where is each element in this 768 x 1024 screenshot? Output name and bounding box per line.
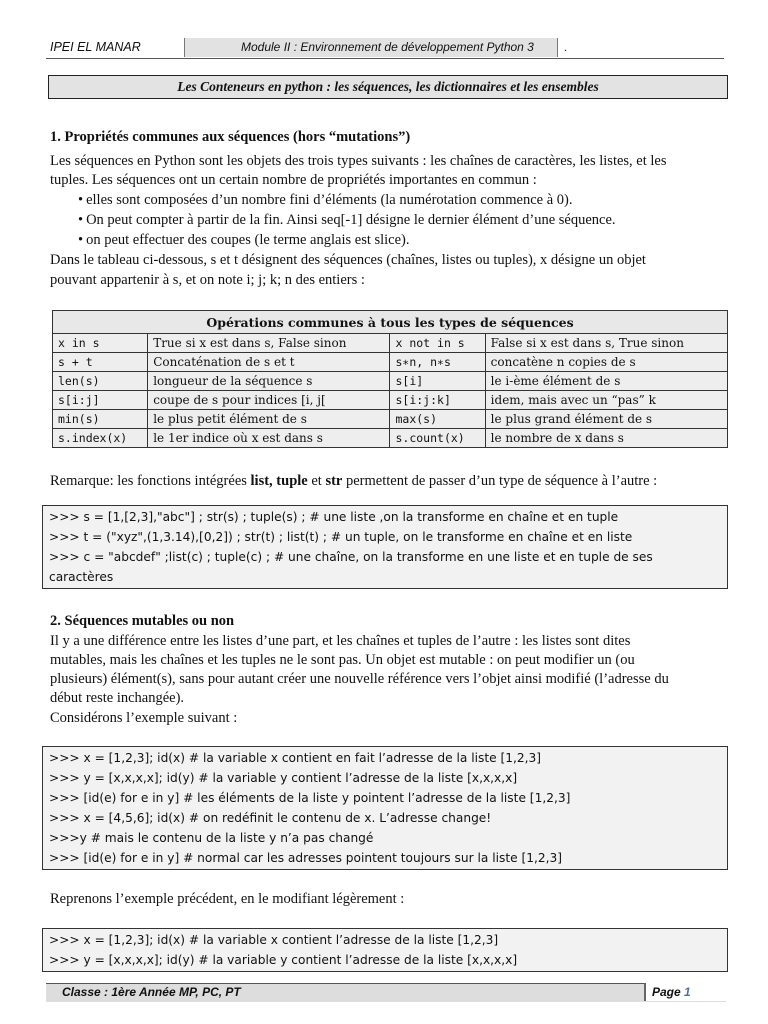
table-cell: s + t [53, 353, 148, 372]
table-row [53, 410, 728, 429]
bullet-item: • elles sont composées d’un nombre fini d’éléments (la numérotation commence à 0). [78, 192, 573, 209]
header-dot: . [564, 40, 567, 54]
remark-keyword: str [325, 473, 343, 489]
table-cell: x in s [53, 334, 148, 353]
table-cell: s[i] [390, 372, 485, 391]
section2-line: début reste inchangée). [50, 690, 185, 706]
table-cell: le nombre de x dans s [485, 429, 727, 448]
remark [50, 472, 720, 491]
section2-line: plusieurs) élément(s), sans pour autant créer une nouvelle référence vers l’objet ainsi modifié (l’adresse du [50, 671, 669, 687]
table-cell: Concaténation de s et t [148, 353, 390, 372]
code-line: >>> [id(e) for e in y] # les éléments de la liste y pointent l’adresse de la liste [1,2,3] [49, 791, 571, 805]
code-line: >>> c = "abcdef" ;list(c) ; tuple(c) ; # une chaîne, on la transforme en une liste et en tuple de ses [49, 550, 653, 564]
table-cell: le plus grand élément de s [485, 410, 727, 429]
code-block-conversions [42, 505, 728, 589]
bullet-item: • On peut compter à partir de la fin. Ainsi seq[-1] désigne le dernier élément d’une séquence. [78, 212, 616, 229]
module-title: Module II : Environnement de développement Python 3 [184, 38, 558, 57]
table-cell: False si x est dans s, True sinon [485, 334, 727, 353]
page-number [644, 983, 726, 1001]
bullet-item: • on peut effectuer des coupes (le terme anglais est slice). [78, 232, 410, 249]
code-line: >>> x = [1,2,3]; id(x) # la variable x contient l’adresse de la liste [1,2,3] [49, 933, 499, 947]
school-name: IPEI EL MANAR [50, 40, 141, 54]
table-cell: s.count(x) [390, 429, 485, 448]
section1-intro-line2: tuples. Les séquences ont un certain nombre de propriétés importantes en commun : [50, 172, 537, 188]
table-cell: le plus petit élément de s [148, 410, 390, 429]
table-row [53, 391, 728, 410]
table-cell: longueur de la séquence s [148, 372, 390, 391]
document-title: Les Conteneurs en python : les séquences, les dictionnaires et les ensembles [48, 75, 728, 99]
reprenons-text: Reprenons l’exemple précédent, en le modifiant légèrement : [50, 891, 405, 907]
table-cell: max(s) [390, 410, 485, 429]
table-cell: x not in s [390, 334, 485, 353]
remark-keyword: list, tuple [250, 473, 308, 489]
table-cell: s.index(x) [53, 429, 148, 448]
section1-heading: 1. Propriétés communes aux séquences (hors “mutations”) [50, 129, 411, 145]
code-line: >>> [id(e) for e in y] # normal car les adresses pointent toujours sur la liste [1,2,3] [49, 851, 562, 865]
section1-after-line2: pouvant appartenir à s, et on note i; j; k; n des entiers : [50, 272, 365, 288]
section2-line: Il y a une différence entre les listes d’une part, et les chaînes et tuples de l’autre : les listes sont dites [50, 633, 631, 649]
table-cell: min(s) [53, 410, 148, 429]
header-rule [46, 58, 724, 59]
table-cell: idem, mais avec un “pas” k [485, 391, 727, 410]
page-footer [46, 983, 726, 1003]
section2-heading: 2. Séquences mutables ou non [50, 613, 235, 629]
table-cell: s[i:j:k] [390, 391, 485, 410]
code-block-modified [42, 928, 728, 972]
page-header [46, 38, 724, 58]
table-row [53, 429, 728, 448]
code-line: caractères [49, 570, 114, 584]
operations-table [52, 310, 728, 448]
code-line: >>> y = [x,x,x,x]; id(y) # la variable y contient l’adresse de la liste [x,x,x,x] [49, 771, 518, 785]
section1-after-line1: Dans le tableau ci-dessous, s et t désignent des séquences (chaînes, listes ou tuples), x désigne un objet [50, 252, 646, 268]
table-cell: True si x est dans s, False sinon [148, 334, 390, 353]
table-cell: le i-ème élément de s [485, 372, 727, 391]
code-line: >>> y = [x,x,x,x]; id(y) # la variable y contient l’adresse de la liste [x,x,x,x] [49, 953, 518, 967]
table-cell: len(s) [53, 372, 148, 391]
code-line: >>> x = [4,5,6]; id(x) # on redéfinit le contenu de x. L’adresse change! [49, 811, 492, 825]
code-line: >>> x = [1,2,3]; id(x) # la variable x contient en fait l’adresse de la liste [1,2,3] [49, 751, 542, 765]
section2-line: mutables, mais les chaînes et les tuples ne le sont pas. Un objet est mutable : on peut modifier un (ou [50, 652, 635, 668]
page-num: 1 [684, 985, 691, 999]
table-cell: concatène n copies de s [485, 353, 727, 372]
section1-intro-line1: Les séquences en Python sont les objets des trois types suivants : les chaînes de caractères, les listes, et les [50, 153, 667, 169]
remark-text: et [307, 473, 326, 489]
code-block-mutability [42, 746, 728, 870]
remark-text: Remarque: les fonctions intégrées [50, 473, 251, 489]
remark-text: permettent de passer d’un type de séquence à l’autre : [342, 473, 658, 489]
table-cell: s[i:j] [53, 391, 148, 410]
table-cell: coupe de s pour indices [i, j[ [148, 391, 390, 410]
code-line: >>> s = [1,[2,3],"abc"] ; str(s) ; tuple(s) ; # une liste ,on la transforme en chaîne et en tuple [49, 510, 619, 524]
table-cell: le 1er indice où x est dans s [148, 429, 390, 448]
code-line: >>>y # mais le contenu de la liste y n’a pas changé [49, 831, 374, 845]
page-label: Page [652, 985, 685, 999]
table-row [53, 372, 728, 391]
table-title: Opérations communes à tous les types de séquences [53, 311, 728, 334]
table-cell: s∗n, n∗s [390, 353, 485, 372]
table-row [53, 334, 728, 353]
section2-line: Considérons l’exemple suivant : [50, 710, 238, 726]
code-line: >>> t = ("xyz",(1,3.14),[0,2]) ; str(t) ; list(t) ; # un tuple, on le transforme en chaîne et en liste [49, 530, 633, 544]
footer-class: Classe : 1ère Année MP, PC, PT [62, 985, 241, 999]
table-row [53, 353, 728, 372]
